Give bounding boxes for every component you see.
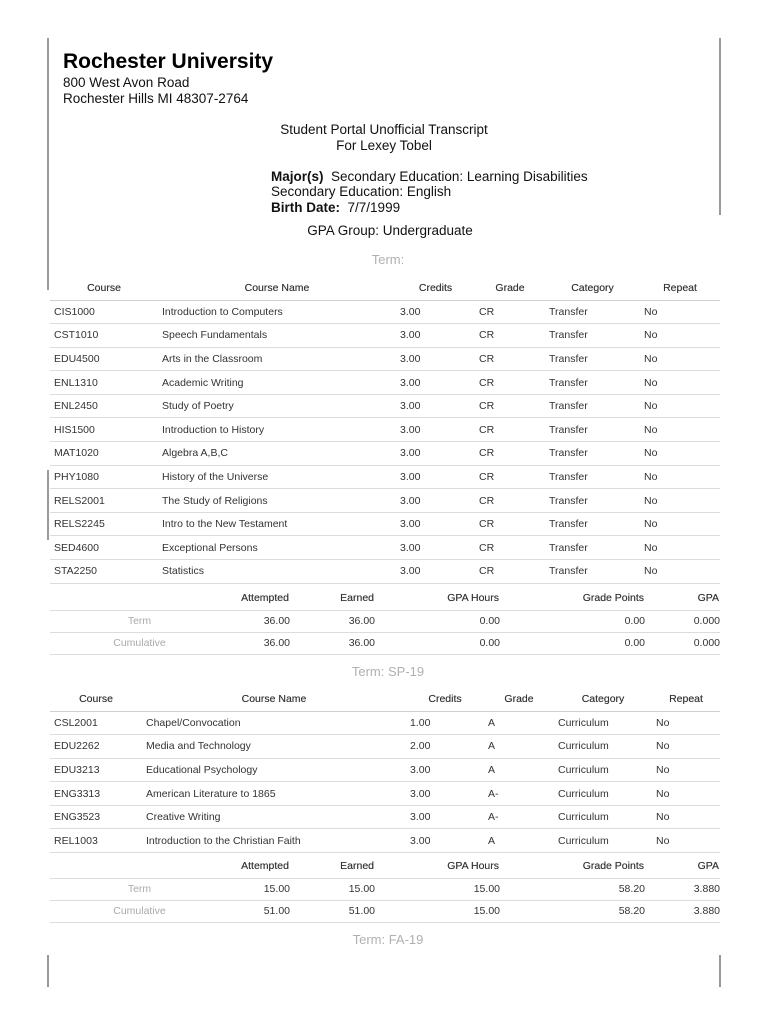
summary-gpa: 3.880 — [645, 878, 720, 900]
course-category: Transfer — [545, 394, 640, 418]
courses-table-term-2 — [50, 688, 720, 853]
summary-attempted: 36.00 — [225, 610, 290, 632]
col-course-name: Course Name — [158, 277, 396, 300]
course-credits: 3.00 — [396, 324, 475, 348]
course-repeat: No — [640, 489, 720, 513]
course-credits: 3.00 — [396, 394, 475, 418]
course-category: Transfer — [545, 347, 640, 371]
summary-row — [50, 632, 720, 654]
col-earned: Earned — [290, 587, 375, 610]
course-grade: CR — [475, 489, 545, 513]
major-1: Secondary Education: Learning Disabilities — [331, 169, 588, 184]
summary-rows — [50, 610, 720, 654]
course-name: The Study of Religions — [158, 489, 396, 513]
course-category: Transfer — [545, 465, 640, 489]
course-credits: 2.00 — [406, 735, 484, 759]
course-name: American Literature to 1865 — [142, 782, 406, 806]
summary-gpa: 0.000 — [645, 610, 720, 632]
course-credits: 3.00 — [396, 512, 475, 536]
col-course-name: Course Name — [142, 688, 406, 711]
course-category: Curriculum — [554, 782, 652, 806]
col-category: Category — [554, 688, 652, 711]
summary-label: Cumulative — [50, 632, 225, 654]
course-credits: 3.00 — [396, 536, 475, 560]
course-repeat: No — [640, 442, 720, 466]
course-credits: 3.00 — [406, 829, 484, 853]
col-earned: Earned — [290, 855, 375, 878]
term-label: Term: FA-19 — [352, 932, 424, 947]
left-border — [47, 470, 49, 540]
summary-earned: 36.00 — [290, 632, 375, 654]
term-label: Term: SP-19 — [351, 664, 425, 679]
course-credits: 3.00 — [396, 560, 475, 584]
course-name: Media and Technology — [142, 735, 406, 759]
summary-gpa-hours: 0.00 — [375, 632, 500, 654]
course-code: EDU4500 — [50, 347, 158, 371]
course-name: Intro to the New Testament — [158, 512, 396, 536]
summary-earned: 15.00 — [290, 878, 375, 900]
course-grade: A — [484, 758, 554, 782]
summary-row — [50, 900, 720, 922]
course-row — [50, 418, 720, 442]
course-grade: CR — [475, 512, 545, 536]
course-row — [50, 347, 720, 371]
course-name: Academic Writing — [158, 371, 396, 395]
course-code: EDU3213 — [50, 758, 142, 782]
summary-label: Term — [50, 610, 225, 632]
course-category: Transfer — [545, 442, 640, 466]
course-repeat: No — [652, 735, 720, 759]
course-grade: CR — [475, 347, 545, 371]
course-repeat: No — [652, 805, 720, 829]
course-category: Curriculum — [554, 735, 652, 759]
course-repeat: No — [652, 829, 720, 853]
course-credits: 3.00 — [406, 758, 484, 782]
course-repeat: No — [640, 394, 720, 418]
majors-label: Major(s) — [271, 169, 324, 184]
course-code: STA2250 — [50, 560, 158, 584]
course-grade: CR — [475, 324, 545, 348]
course-rows — [50, 711, 720, 853]
course-repeat: No — [640, 536, 720, 560]
summary-gpa-hours: 0.00 — [375, 610, 500, 632]
course-credits: 3.00 — [396, 347, 475, 371]
summary-gpa: 3.880 — [645, 900, 720, 922]
summary-attempted: 51.00 — [225, 900, 290, 922]
course-grade: A — [484, 711, 554, 735]
document-title: Student Portal Unofficial Transcript — [280, 122, 488, 137]
course-code: CSL2001 — [50, 711, 142, 735]
course-category: Curriculum — [554, 758, 652, 782]
birth-line — [271, 200, 400, 215]
course-category: Transfer — [545, 300, 640, 324]
course-grade: A- — [484, 782, 554, 806]
course-category: Curriculum — [554, 805, 652, 829]
summary-gpa-hours: 15.00 — [375, 900, 500, 922]
summary-grade-points: 0.00 — [500, 632, 645, 654]
course-repeat: No — [652, 758, 720, 782]
course-name: Arts in the Classroom — [158, 347, 396, 371]
course-row — [50, 829, 720, 853]
courses-table-term-1 — [50, 277, 720, 584]
col-repeat: Repeat — [640, 277, 720, 300]
course-category: Curriculum — [554, 829, 652, 853]
summary-earned: 36.00 — [290, 610, 375, 632]
course-name: Exceptional Persons — [158, 536, 396, 560]
course-repeat: No — [640, 418, 720, 442]
col-grade-points: Grade Points — [500, 587, 645, 610]
course-row — [50, 782, 720, 806]
summary-label: Term — [50, 878, 225, 900]
course-code: SED4600 — [50, 536, 158, 560]
col-gpa-hours: GPA Hours — [375, 855, 500, 878]
col-gpa: GPA — [645, 855, 720, 878]
course-name: Creative Writing — [142, 805, 406, 829]
course-credits: 1.00 — [406, 711, 484, 735]
course-category: Curriculum — [554, 711, 652, 735]
col-category: Category — [545, 277, 640, 300]
course-name: Introduction to History — [158, 418, 396, 442]
course-name: Statistics — [158, 560, 396, 584]
course-category: Transfer — [545, 489, 640, 513]
course-code: MAT1020 — [50, 442, 158, 466]
course-row — [50, 536, 720, 560]
major-2: Secondary Education: English — [271, 184, 452, 199]
birth-date: 7/7/1999 — [347, 200, 401, 215]
student-name-line: For Lexey Tobel — [336, 138, 432, 153]
term-label: Term: — [371, 252, 405, 267]
course-grade: CR — [475, 560, 545, 584]
summary-attempted: 36.00 — [225, 632, 290, 654]
address-line-1: 800 West Avon Road — [63, 75, 190, 90]
course-category: Transfer — [545, 324, 640, 348]
col-credits: Credits — [406, 688, 484, 711]
course-category: Transfer — [545, 371, 640, 395]
course-code: ENL1310 — [50, 371, 158, 395]
course-code: CST1010 — [50, 324, 158, 348]
course-grade: CR — [475, 465, 545, 489]
course-credits: 3.00 — [396, 465, 475, 489]
course-code: REL1003 — [50, 829, 142, 853]
course-row — [50, 442, 720, 466]
course-code: ENG3523 — [50, 805, 142, 829]
summary-earned: 51.00 — [290, 900, 375, 922]
col-gpa: GPA — [645, 587, 720, 610]
course-credits: 3.00 — [396, 300, 475, 324]
course-name: Chapel/Convocation — [142, 711, 406, 735]
col-course: Course — [50, 688, 142, 711]
course-repeat: No — [652, 711, 720, 735]
course-repeat: No — [640, 371, 720, 395]
col-attempted: Attempted — [225, 855, 290, 878]
col-grade: Grade — [475, 277, 545, 300]
course-code: EDU2262 — [50, 735, 142, 759]
course-row — [50, 300, 720, 324]
course-grade: A- — [484, 805, 554, 829]
university-name: Rochester University — [63, 50, 274, 73]
course-grade: A — [484, 829, 554, 853]
course-credits: 3.00 — [396, 442, 475, 466]
course-repeat: No — [640, 347, 720, 371]
course-repeat: No — [640, 465, 720, 489]
col-gpa-hours: GPA Hours — [375, 587, 500, 610]
col-course: Course — [50, 277, 158, 300]
course-grade: CR — [475, 536, 545, 560]
course-category: Transfer — [545, 512, 640, 536]
col-credits: Credits — [396, 277, 475, 300]
summary-row — [50, 878, 720, 900]
course-code: HIS1500 — [50, 418, 158, 442]
col-grade-points: Grade Points — [500, 855, 645, 878]
course-grade: CR — [475, 442, 545, 466]
course-grade: CR — [475, 300, 545, 324]
course-row — [50, 560, 720, 584]
course-name: Speech Fundamentals — [158, 324, 396, 348]
summary-table-term-2 — [50, 855, 720, 923]
course-code: RELS2001 — [50, 489, 158, 513]
course-row — [50, 805, 720, 829]
course-row — [50, 394, 720, 418]
course-code: PHY1080 — [50, 465, 158, 489]
course-row — [50, 758, 720, 782]
col-grade: Grade — [484, 688, 554, 711]
course-grade: CR — [475, 418, 545, 442]
col-repeat: Repeat — [652, 688, 720, 711]
course-repeat: No — [652, 782, 720, 806]
course-row — [50, 465, 720, 489]
course-repeat: No — [640, 300, 720, 324]
summary-attempted: 15.00 — [225, 878, 290, 900]
course-credits: 3.00 — [396, 371, 475, 395]
course-row — [50, 512, 720, 536]
summary-gpa: 0.000 — [645, 632, 720, 654]
col-attempted: Attempted — [225, 587, 290, 610]
summary-grade-points: 0.00 — [500, 610, 645, 632]
summary-label: Cumulative — [50, 900, 225, 922]
left-border — [47, 955, 49, 987]
course-credits: 3.00 — [406, 782, 484, 806]
summary-grade-points: 58.20 — [500, 878, 645, 900]
course-grade: A — [484, 735, 554, 759]
course-row — [50, 735, 720, 759]
summary-gpa-hours: 15.00 — [375, 878, 500, 900]
course-row — [50, 324, 720, 348]
course-credits: 3.00 — [396, 489, 475, 513]
course-repeat: No — [640, 560, 720, 584]
course-repeat: No — [640, 324, 720, 348]
course-category: Transfer — [545, 536, 640, 560]
course-name: Educational Psychology — [142, 758, 406, 782]
course-row — [50, 489, 720, 513]
course-name: Introduction to Computers — [158, 300, 396, 324]
course-repeat: No — [640, 512, 720, 536]
course-code: CIS1000 — [50, 300, 158, 324]
course-grade: CR — [475, 371, 545, 395]
course-credits: 3.00 — [406, 805, 484, 829]
course-name: Introduction to the Christian Faith — [142, 829, 406, 853]
course-row — [50, 371, 720, 395]
course-credits: 3.00 — [396, 418, 475, 442]
course-name: Study of Poetry — [158, 394, 396, 418]
course-rows — [50, 300, 720, 583]
course-category: Transfer — [545, 418, 640, 442]
birth-date-label: Birth Date: — [271, 200, 341, 215]
address-line-2: Rochester Hills MI 48307-2764 — [63, 91, 249, 106]
summary-row — [50, 610, 720, 632]
summary-grade-points: 58.20 — [500, 900, 645, 922]
course-grade: CR — [475, 394, 545, 418]
course-name: History of the Universe — [158, 465, 396, 489]
course-code: RELS2245 — [50, 512, 158, 536]
gpa-group: GPA Group: Undergraduate — [307, 223, 473, 238]
majors-line — [271, 169, 588, 184]
course-code: ENL2450 — [50, 394, 158, 418]
course-category: Transfer — [545, 560, 640, 584]
right-border — [719, 955, 721, 987]
summary-table-term-1 — [50, 587, 720, 655]
course-row — [50, 711, 720, 735]
course-code: ENG3313 — [50, 782, 142, 806]
course-name: Algebra A,B,C — [158, 442, 396, 466]
summary-rows — [50, 878, 720, 922]
